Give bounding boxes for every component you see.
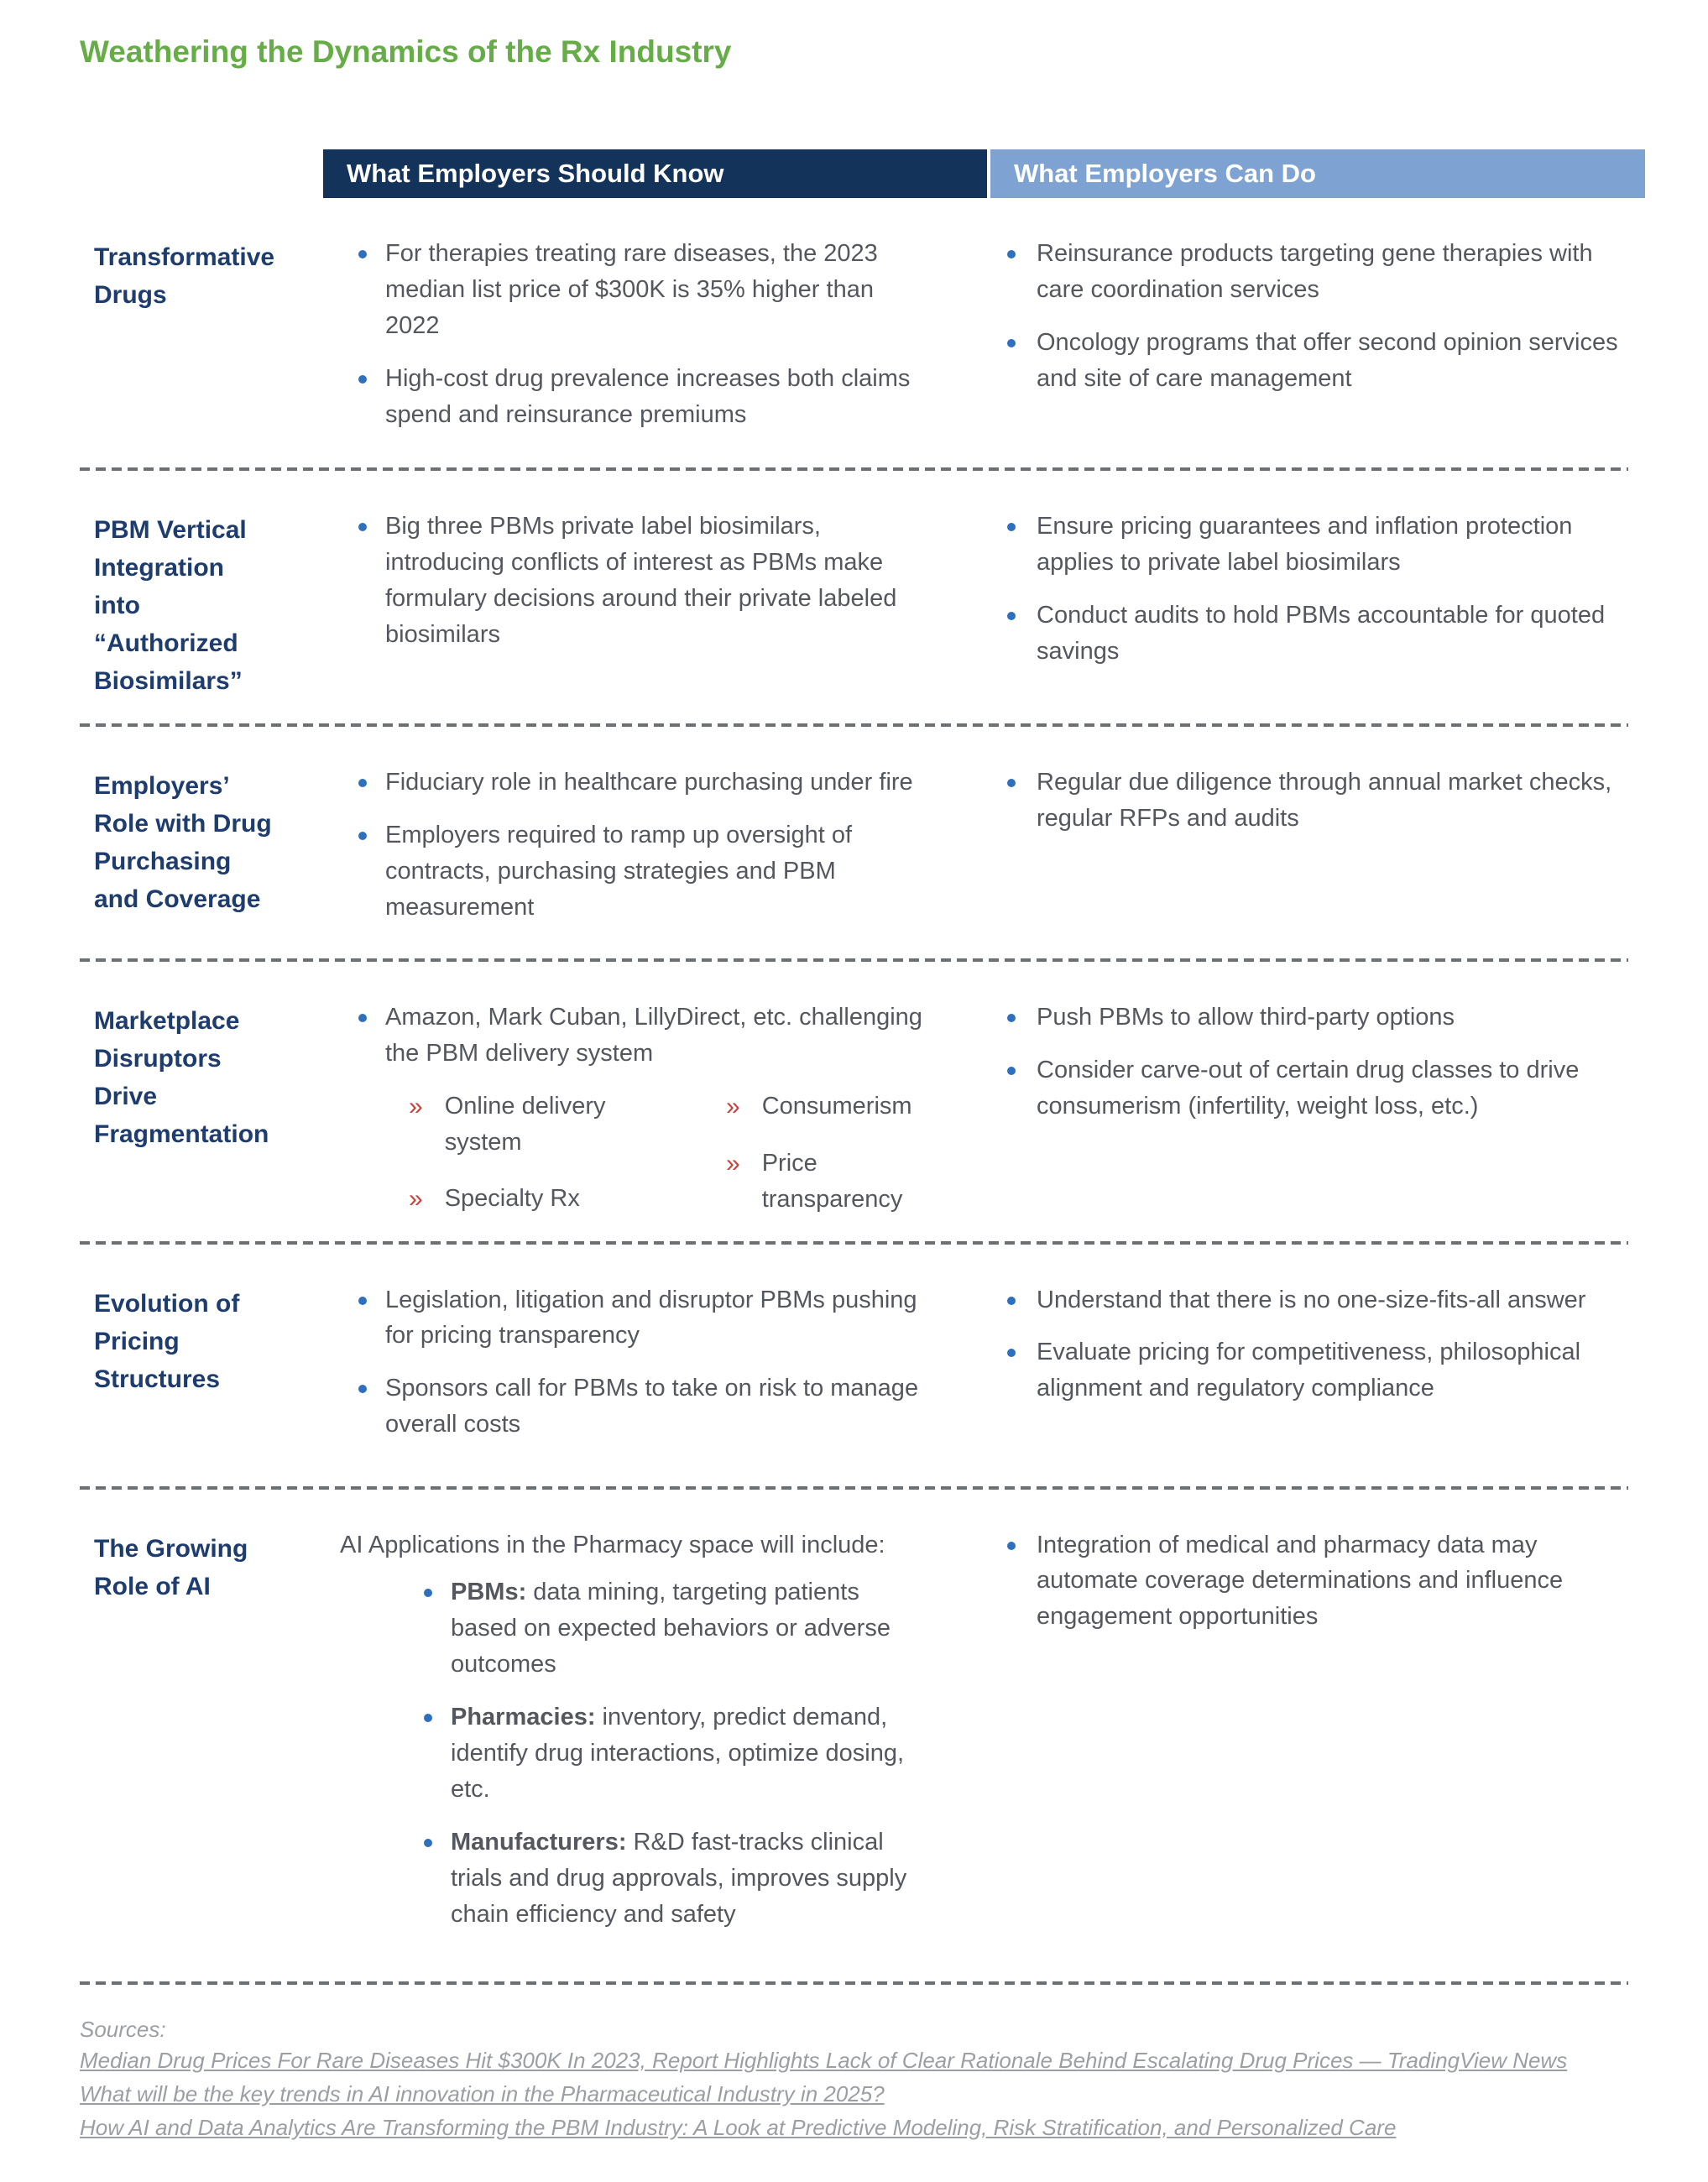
sub-bullet-text: Price transparency (761, 1149, 903, 1213)
row-label: Evolution of Pricing Structures (94, 1289, 240, 1393)
bullet-item (990, 1282, 1624, 1318)
sources-label: Sources: (80, 2016, 166, 2042)
bullet-item (323, 361, 932, 433)
dashed-divider (80, 1981, 1628, 1985)
bullet-text: For therapies treating rare diseases, the 2023 median list price of $300K is 35% higher than 2022 (385, 240, 878, 340)
know-cell (323, 1282, 990, 1463)
bullet-text: Ensure pricing guarantees and inflation protection applies to private label biosimilars (1037, 513, 1573, 577)
header-spacer (80, 149, 323, 198)
table-row (80, 962, 1645, 1240)
bullet-text (451, 1574, 932, 1683)
source-link[interactable]: Median Drug Prices For Rare Diseases Hit $300K In 2023, Report Highlights Lack of Clear Rationale Behind Escalating Drug Prices — TradingView News (80, 2047, 1568, 2073)
table-row (80, 727, 1645, 958)
know-cell (323, 1000, 990, 1217)
sub-bullet-item (409, 1088, 686, 1161)
bullet-item (990, 765, 1624, 837)
bullet-icon (1007, 1349, 1016, 1357)
bullet-icon (1007, 1542, 1016, 1550)
bullet-item (323, 1000, 932, 1072)
bullet-item (323, 817, 932, 926)
table-row (80, 1245, 1645, 1486)
do-cell (990, 765, 1645, 935)
do-cell (990, 236, 1645, 444)
bullet-text: Fiduciary role in healthcare purchasing under fire (385, 769, 913, 796)
bullet-item (990, 1527, 1624, 1636)
chevron-bullet-icon: » (409, 1093, 423, 1121)
chevron-bullet-icon: » (726, 1093, 740, 1121)
know-cell (323, 509, 990, 700)
bullet-text: Understand that there is no one-size-fits-all answer (1037, 1286, 1586, 1313)
sub-bullet-text: Specialty Rx (444, 1185, 580, 1213)
bullet-text: Sponsors call for PBMs to take on risk to manage overall costs (385, 1375, 919, 1438)
sub-bullet-item (726, 1088, 932, 1125)
bullet-lead: Pharmacies: (451, 1704, 596, 1731)
rx-dynamics-table (80, 149, 1645, 1984)
bullet-icon (358, 1385, 367, 1393)
bullet-icon (358, 375, 367, 384)
bullet-text: High-cost drug prevalence increases both claims spend and reinsurance premiums (385, 365, 911, 429)
bullet-item (990, 1052, 1624, 1125)
do-cell (990, 1282, 1645, 1463)
source-link[interactable]: What will be the key trends in AI innovation in the Pharmaceutical Industry in 2025? (80, 2080, 885, 2106)
bullet-item (323, 1699, 932, 1808)
do-cell (990, 1527, 1645, 1958)
bullet-item (323, 765, 932, 801)
table-row (80, 1490, 1645, 1981)
bullet-text: Reinsurance products targeting gene therapies with care coordination services (1037, 240, 1593, 304)
bullet-icon (1007, 779, 1016, 787)
row-label: Marketplace Disruptors Drive Fragmentation (94, 1007, 269, 1149)
do-cell (990, 1000, 1645, 1217)
bullet-text (451, 1824, 932, 1933)
bullet-text: Legislation, litigation and disruptor PBMs pushing for pricing transparency (385, 1286, 917, 1349)
table-header-row (80, 149, 1645, 198)
bullet-text: Big three PBMs private label biosimilars, introducing conflicts of interest as PBMs make formulary decisions around their private labeled biosimilars (385, 513, 897, 649)
chevron-bullet-icon: » (726, 1149, 740, 1177)
column-header-know: What Employers Should Know (323, 149, 990, 198)
bullet-item (990, 1000, 1624, 1036)
bullet-item (323, 1574, 932, 1683)
bullet-icon (1007, 1067, 1016, 1075)
bullet-text: Regular due diligence through annual market checks, regular RFPs and audits (1037, 769, 1612, 833)
column-header-do: What Employers Can Do (990, 149, 1645, 198)
bullet-icon (1007, 1014, 1016, 1022)
bullet-item (990, 1334, 1624, 1407)
bullet-icon (424, 1714, 432, 1722)
bullet-lead: Manufacturers: (451, 1828, 627, 1856)
sub-bullet-item (726, 1146, 932, 1218)
row-label: PBM Vertical Integration into “Authorized Biosimilars” (94, 516, 247, 696)
sub-bullet-text: Online delivery system (444, 1093, 606, 1156)
bullet-icon (358, 523, 367, 531)
know-cell (323, 765, 990, 935)
know-cell (323, 236, 990, 444)
bullet-text (451, 1699, 932, 1808)
bullet-item (323, 236, 932, 344)
sub-bullet-grid (409, 1088, 932, 1217)
table-row (80, 198, 1645, 467)
bullet-text: Oncology programs that offer second opinion services and site of care management (1037, 329, 1618, 393)
bullet-text: Employers required to ramp up oversight of contracts, purchasing strategies and PBM measurement (385, 822, 853, 921)
page-title: Weathering the Dynamics of the Rx Industry (80, 34, 732, 69)
bullet-item (990, 325, 1624, 397)
bullet-icon (1007, 339, 1016, 347)
sub-bullet-text: Consumerism (761, 1093, 912, 1120)
sub-bullet-column (726, 1088, 932, 1217)
bullet-icon (1007, 250, 1016, 258)
bullet-item (990, 236, 1624, 308)
bullet-item (323, 1824, 932, 1933)
sub-bullet-column (409, 1088, 686, 1217)
chevron-bullet-icon: » (409, 1185, 423, 1214)
bullet-lead: PBMs: (451, 1579, 527, 1606)
lead-in-text: AI Applications in the Pharmacy space will include: (340, 1531, 885, 1558)
bullet-icon (424, 1589, 432, 1597)
document-page (0, 34, 1708, 2182)
bullet-text: Conduct audits to hold PBMs accountable for quoted savings (1037, 602, 1606, 666)
do-cell (990, 509, 1645, 700)
bullet-icon (358, 832, 367, 840)
bullet-icon (1007, 612, 1016, 620)
bullet-icon (358, 1014, 367, 1022)
bullet-text: Integration of medical and pharmacy data may automate coverage determinations and influence engagement opportunities (1037, 1531, 1564, 1631)
bullet-rest: R&D fast-tracks clinical trials and drug approvals, improves supply chain efficiency and safety (451, 1828, 907, 1928)
row-label: Transformative Drugs (94, 243, 275, 310)
sub-bullet-item (409, 1181, 686, 1218)
sources-section (80, 2017, 1708, 2141)
bullet-icon (358, 779, 367, 787)
bullet-text: Push PBMs to allow third-party options (1037, 1004, 1455, 1031)
bullet-icon (358, 250, 367, 258)
bullet-text: Evaluate pricing for competitiveness, philosophical alignment and regulatory compliance (1037, 1339, 1581, 1402)
bullet-icon (1007, 1297, 1016, 1305)
know-cell (323, 1527, 990, 1958)
bullet-item (990, 509, 1624, 581)
row-label: The Growing Role of AI (94, 1534, 248, 1600)
bullet-item (323, 509, 932, 653)
bullet-rest: data mining, targeting patients based on expected behaviors or adverse outcomes (451, 1579, 891, 1678)
bullet-rest: inventory, predict demand, identify drug interactions, optimize dosing, etc. (451, 1704, 905, 1803)
bullet-icon (424, 1839, 432, 1847)
row-label: Employers’ Role with Drug Purchasing and Coverage (94, 772, 272, 914)
bullet-icon (358, 1297, 367, 1305)
source-link[interactable]: How AI and Data Analytics Are Transforming the PBM Industry: A Look at Predictive Modeling, Risk Stratification, and Personalized Care (80, 2114, 1397, 2140)
bullet-icon (1007, 523, 1016, 531)
bullet-text: Consider carve-out of certain drug classes to drive consumerism (infertility, weight loss, etc.) (1037, 1057, 1580, 1120)
table-row (80, 471, 1645, 723)
bullet-text: Amazon, Mark Cuban, LillyDirect, etc. challenging the PBM delivery system (385, 1004, 922, 1068)
bullet-item (323, 1370, 932, 1443)
bullet-item (990, 598, 1624, 670)
bullet-item (323, 1282, 932, 1355)
